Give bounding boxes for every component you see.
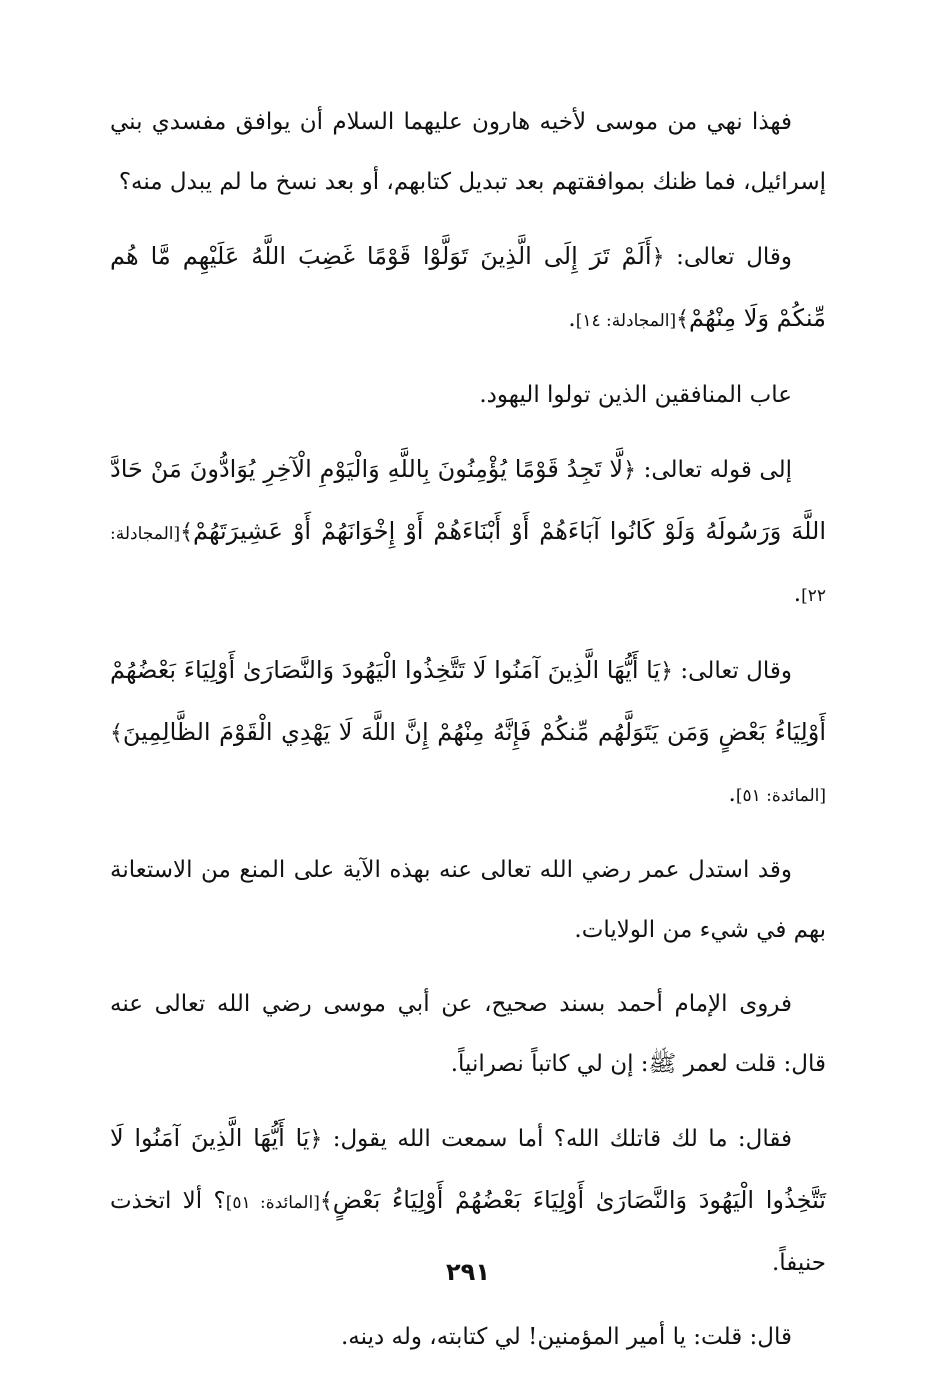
quran-verse: أَلَمْ تَرَ إِلَى الَّذِينَ تَوَلَّوْا قَوْمًا غَضِبَ اللَّهُ عَلَيْهِم مَّا هُم مِّنكُمْ وَلَا مِنْهُمْ bbox=[110, 242, 826, 332]
paragraph-text: وقد استدل عمر رضي الله تعالى عنه بهذه الآية على المنع من الاستعانة بهم في شيء من الولايات. bbox=[110, 857, 826, 943]
quran-verse: يَا أَيُّهَا الَّذِينَ آمَنُوا لَا تَتَّخِذُوا الْيَهُودَ وَالنَّصَارَىٰ أَوْلِيَاءَ بَعْضُهُمْ أَوْلِيَاءُ بَعْضٍ bbox=[110, 1124, 826, 1214]
paragraph-text: قال: قلت: يا أمير المؤمنين! لي كتابته، وله دينه. bbox=[340, 1324, 792, 1350]
paragraph-mujadala-14 bbox=[110, 226, 826, 351]
paragraph-tail: . bbox=[568, 306, 576, 332]
ornate-bracket-close-icon: ﴾ bbox=[110, 721, 123, 746]
quran-verse: يَا أَيُّهَا الَّذِينَ آمَنُوا لَا تَتَّخِذُوا الْيَهُودَ وَالنَّصَارَىٰ أَوْلِيَاءَ بَعْضُهُمْ أَوْلِيَاءُ بَعْضٍ وَمَن يَتَوَلَّهُم مِّنكُمْ فَإِنَّهُ مِنْهُمْ إِنَّ اللَّهَ لَا يَهْدِي الْقَوْمَ الظَّالِمِينَ bbox=[110, 656, 826, 746]
paragraph-tail: . bbox=[728, 781, 736, 807]
paragraph-munafiqin bbox=[110, 365, 826, 425]
paragraph-final-reply bbox=[110, 1307, 826, 1367]
paragraph-lead: فقال: ما لك قاتلك الله؟ أما سمعت الله يقول: bbox=[322, 1126, 792, 1152]
paragraph-tail: ؟ ألا اتخذت حنيفاً. bbox=[110, 1188, 826, 1276]
paragraph-ahmad-narration bbox=[110, 974, 826, 1094]
ornate-bracket-close-icon: ﴾ bbox=[676, 307, 689, 332]
verse-reference: [المائدة: ٥١] bbox=[225, 1193, 320, 1213]
page-body bbox=[110, 92, 826, 1381]
ornate-bracket-open-icon: ﴿ bbox=[623, 458, 636, 483]
page-number: ٢٩١ bbox=[446, 1258, 490, 1286]
verse-reference: [المائدة: ٥١] bbox=[735, 786, 826, 806]
paragraph-mujadala-22 bbox=[110, 439, 826, 626]
paragraph-lead: إلى قوله تعالى: bbox=[636, 457, 792, 483]
paragraph-lead: وقال تعالى: bbox=[664, 244, 793, 270]
ornate-bracket-open-icon: ﴿ bbox=[660, 659, 674, 684]
paragraph-musa-harun bbox=[110, 92, 826, 212]
paragraph-tail: . bbox=[793, 581, 802, 607]
paragraph-text: فروى الإمام أحمد بسند صحيح، عن أبي موسى رضي الله تعالى عنه قال: قلت لعمر ﷺ: إن لي كاتباً نصرانياً. bbox=[110, 991, 826, 1077]
verse-reference: [المجادلة: ٢٢] bbox=[110, 524, 826, 606]
paragraph-text: فهذا نهي من موسى لأخيه هارون عليهما السلام أن يوافق مفسدي بني إسرائيل، فما ظنك بموافقتهم بعد تبديل كتابهم، أو بعد نسخ ما لم يبدل منه؟ bbox=[110, 109, 826, 195]
ornate-bracket-close-icon: ﴾ bbox=[319, 1189, 333, 1214]
paragraph-lead: وقال تعالى: bbox=[673, 658, 792, 684]
ornate-bracket-open-icon: ﴿ bbox=[309, 1127, 323, 1152]
paragraph-text: عاب المنافقين الذين تولوا اليهود. bbox=[479, 382, 792, 408]
paragraph-maida-51 bbox=[110, 640, 826, 826]
verse-reference: [المجادلة: ١٤] bbox=[575, 311, 677, 331]
ornate-bracket-close-icon: ﴾ bbox=[180, 520, 193, 545]
ornate-bracket-open-icon: ﴿ bbox=[651, 245, 665, 270]
quran-verse: لَّا تَجِدُ قَوْمًا يُؤْمِنُونَ بِاللَّهِ وَالْيَوْمِ الْآخِرِ يُوَادُّونَ مَنْ حَادَّ اللَّهَ وَرَسُولَهُ وَلَوْ كَانُوا آبَاءَهُمْ أَوْ أَبْنَاءَهُمْ أَوْ إِخْوَانَهُمْ أَوْ عَشِيرَتَهُمْ bbox=[110, 455, 826, 545]
paragraph-umar-istidlal bbox=[110, 840, 826, 960]
